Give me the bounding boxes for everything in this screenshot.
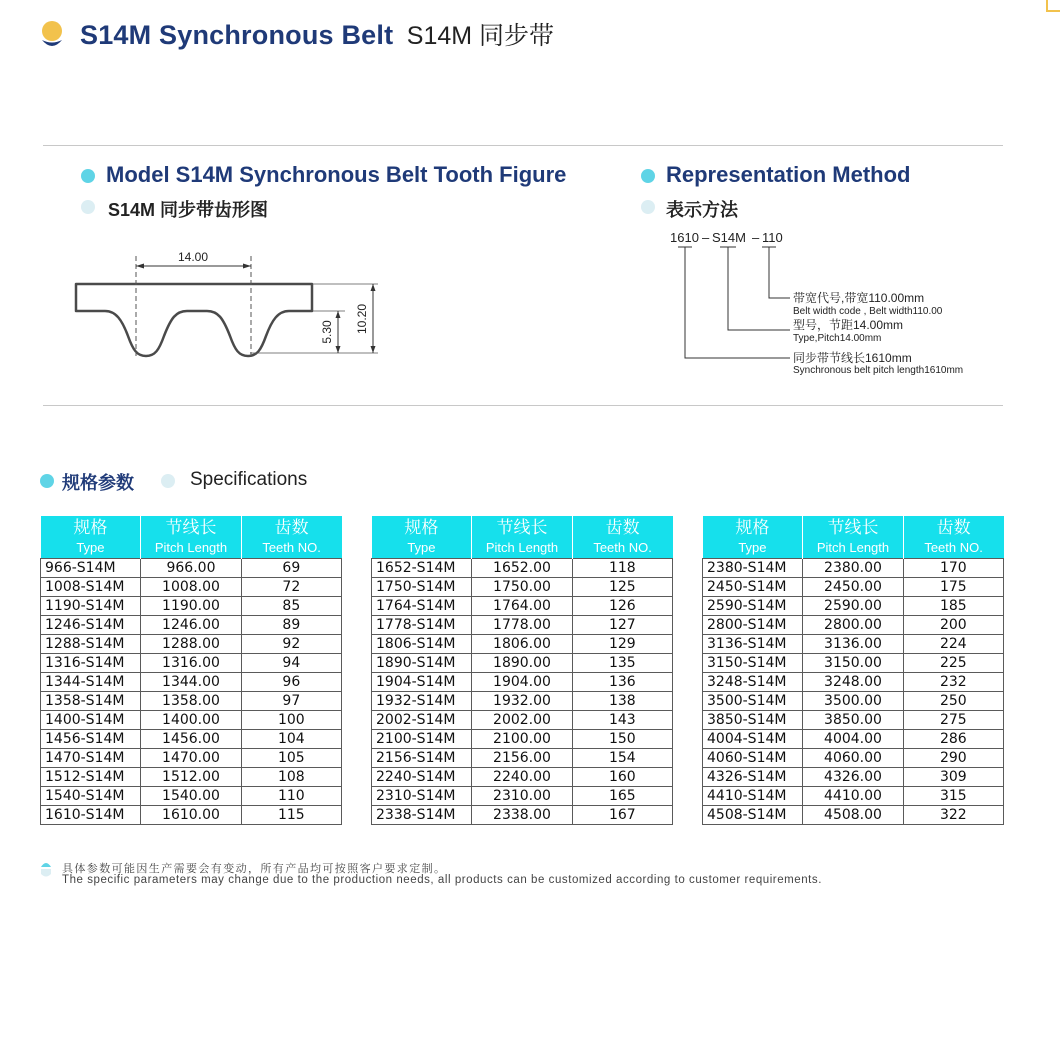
pitch-length-cell: 4326.00	[803, 768, 903, 787]
type-cell: 4004-S14M	[703, 730, 803, 749]
code-length: 1610	[670, 230, 699, 245]
belt-height-label: 10.20	[355, 303, 369, 335]
type-cell: 4326-S14M	[703, 768, 803, 787]
column-header-cn: 齿数	[274, 518, 309, 538]
representation-subtitle: 表示方法	[666, 200, 738, 220]
bullet-icon	[81, 200, 95, 214]
table-row	[703, 654, 1004, 673]
table-row	[41, 597, 342, 616]
type-cell: 2338-S14M	[372, 806, 472, 825]
table-row	[41, 692, 342, 711]
pitch-length-cell: 3150.00	[803, 654, 903, 673]
column-header-en: Type	[76, 540, 105, 555]
table-row	[372, 635, 673, 654]
teeth-cell: 105	[241, 749, 341, 768]
pitch-length-cell: 1540.00	[141, 787, 241, 806]
type-cell: 2800-S14M	[703, 616, 803, 635]
pitch-length-cell: 4508.00	[803, 806, 903, 825]
teeth-cell: 154	[572, 749, 672, 768]
teeth-cell: 200	[903, 616, 1003, 635]
teeth-cell: 322	[903, 806, 1003, 825]
column-header-cn: 规格	[73, 518, 108, 538]
pitch-length-cell: 1512.00	[141, 768, 241, 787]
table-row	[372, 787, 673, 806]
table-row	[41, 616, 342, 635]
teeth-cell: 96	[241, 673, 341, 692]
type-cell: 2310-S14M	[372, 787, 472, 806]
column-header-en: Pitch Length	[816, 540, 890, 555]
pitch-length-cell: 4004.00	[803, 730, 903, 749]
table-row	[41, 787, 342, 806]
representation-title: Representation Method	[666, 162, 911, 187]
pitch-length-cell: 4410.00	[803, 787, 903, 806]
column-header	[703, 516, 803, 559]
type-cell: 1512-S14M	[41, 768, 141, 787]
teeth-cell: 127	[572, 616, 672, 635]
table-row	[41, 635, 342, 654]
type-cell: 3136-S14M	[703, 635, 803, 654]
table-row	[703, 768, 1004, 787]
length-label-en: Synchronous belt pitch length1610mm	[793, 365, 964, 376]
page-title-cn: S14M 同步带	[406, 22, 555, 50]
pitch-length-cell: 1904.00	[472, 673, 572, 692]
pitch-length-cell: 3850.00	[803, 711, 903, 730]
teeth-cell: 89	[241, 616, 341, 635]
corner-decoration	[1046, 0, 1060, 12]
type-cell: 3248-S14M	[703, 673, 803, 692]
table-row	[703, 673, 1004, 692]
specs-title-en: Specifications	[190, 469, 308, 490]
teeth-cell: 170	[903, 559, 1003, 578]
teeth-cell: 315	[903, 787, 1003, 806]
column-header-cn: 节线长	[496, 518, 548, 538]
teeth-cell: 143	[572, 711, 672, 730]
type-cell: 1456-S14M	[41, 730, 141, 749]
table-row	[703, 806, 1004, 825]
length-label-cn: 同步带节线长1610mm	[793, 351, 912, 365]
pitch-length-cell: 3136.00	[803, 635, 903, 654]
table-row	[372, 768, 673, 787]
table-row	[703, 692, 1004, 711]
type-cell: 1470-S14M	[41, 749, 141, 768]
svg-text:–: –	[752, 230, 760, 245]
table-row	[703, 749, 1004, 768]
pitch-length-cell: 1190.00	[141, 597, 241, 616]
teeth-cell: 224	[903, 635, 1003, 654]
type-cell: 4060-S14M	[703, 749, 803, 768]
teeth-cell: 150	[572, 730, 672, 749]
table-row	[703, 559, 1004, 578]
column-header	[572, 516, 672, 559]
pitch-length-cell: 1890.00	[472, 654, 572, 673]
spec-table-1	[40, 516, 342, 825]
pitch-length-cell: 3248.00	[803, 673, 903, 692]
pitch-length-cell: 1456.00	[141, 730, 241, 749]
pitch-length-cell: 1778.00	[472, 616, 572, 635]
type-cell: 1246-S14M	[41, 616, 141, 635]
teeth-cell: 94	[241, 654, 341, 673]
table-row	[41, 559, 342, 578]
pitch-length-cell: 3500.00	[803, 692, 903, 711]
page-title	[80, 16, 554, 52]
teeth-cell: 129	[572, 635, 672, 654]
type-cell: 1904-S14M	[372, 673, 472, 692]
logo-icon	[40, 20, 64, 50]
type-cell: 3850-S14M	[703, 711, 803, 730]
page-title-en: S14M Synchronous Belt	[80, 20, 394, 50]
table-row	[703, 635, 1004, 654]
teeth-cell: 72	[241, 578, 341, 597]
type-cell: 1344-S14M	[41, 673, 141, 692]
teeth-cell: 92	[241, 635, 341, 654]
pitch-length-cell: 2310.00	[472, 787, 572, 806]
pitch-length-cell: 1288.00	[141, 635, 241, 654]
type-cell: 1764-S14M	[372, 597, 472, 616]
table-row	[41, 768, 342, 787]
table-row	[372, 616, 673, 635]
type-label-cn: 型号，节距14.00mm	[793, 318, 904, 332]
column-header-cn: 规格	[404, 518, 439, 538]
table-row	[372, 692, 673, 711]
type-cell: 1316-S14M	[41, 654, 141, 673]
pitch-length-cell: 2100.00	[472, 730, 572, 749]
teeth-cell: 126	[572, 597, 672, 616]
column-header-cn: 齿数	[605, 518, 640, 538]
type-cell: 1890-S14M	[372, 654, 472, 673]
type-cell: 2156-S14M	[372, 749, 472, 768]
teeth-cell: 175	[903, 578, 1003, 597]
teeth-cell: 100	[241, 711, 341, 730]
teeth-cell: 135	[572, 654, 672, 673]
tooth-figure-subtitle: S14M 同步带齿形图	[108, 200, 269, 220]
pitch-length-cell: 2002.00	[472, 711, 572, 730]
note-en: The specific parameters may change due to the production needs, all products can be customized according to customer requirements.	[62, 874, 822, 886]
pitch-length-cell: 2338.00	[472, 806, 572, 825]
type-cell: 2590-S14M	[703, 597, 803, 616]
pitch-length-cell: 1932.00	[472, 692, 572, 711]
pitch-length-cell: 2800.00	[803, 616, 903, 635]
type-cell: 3150-S14M	[703, 654, 803, 673]
column-header-en: Type	[407, 540, 436, 555]
type-cell: 1288-S14M	[41, 635, 141, 654]
teeth-cell: 108	[241, 768, 341, 787]
pitch-dimension-label: 14.00	[177, 250, 209, 264]
pitch-length-cell: 2156.00	[472, 749, 572, 768]
tooth-profile-drawing	[60, 240, 390, 370]
teeth-cell: 185	[903, 597, 1003, 616]
table-row	[41, 578, 342, 597]
column-header-en: Pitch Length	[485, 540, 559, 555]
column-header	[803, 516, 903, 559]
type-cell: 4508-S14M	[703, 806, 803, 825]
spec-table-2	[371, 516, 673, 825]
type-cell: 3500-S14M	[703, 692, 803, 711]
bullet-icon	[81, 169, 95, 183]
teeth-cell: 110	[241, 787, 341, 806]
representation-diagram	[660, 225, 990, 385]
table-row	[41, 673, 342, 692]
type-cell: 2450-S14M	[703, 578, 803, 597]
teeth-cell: 160	[572, 768, 672, 787]
table-row	[372, 578, 673, 597]
type-cell: 1540-S14M	[41, 787, 141, 806]
column-header-en: Teeth NO.	[593, 540, 652, 555]
type-cell: 966-S14M	[41, 559, 141, 578]
table-row	[703, 616, 1004, 635]
table-header-row	[703, 516, 1004, 559]
pitch-length-cell: 1764.00	[472, 597, 572, 616]
type-cell: 1610-S14M	[41, 806, 141, 825]
pitch-length-cell: 1358.00	[141, 692, 241, 711]
column-header-en: Type	[738, 540, 767, 555]
tooth-figure-title: Model S14M Synchronous Belt Tooth Figure	[106, 162, 567, 187]
teeth-cell: 85	[241, 597, 341, 616]
table-header-row	[41, 516, 342, 559]
column-header-en: Pitch Length	[154, 540, 228, 555]
pitch-length-cell: 2590.00	[803, 597, 903, 616]
table-row	[372, 654, 673, 673]
teeth-cell: 136	[572, 673, 672, 692]
type-cell: 1400-S14M	[41, 711, 141, 730]
table-row	[703, 787, 1004, 806]
teeth-cell: 125	[572, 578, 672, 597]
type-cell: 1806-S14M	[372, 635, 472, 654]
code-type: S14M	[712, 230, 746, 245]
type-cell: 1652-S14M	[372, 559, 472, 578]
teeth-cell: 250	[903, 692, 1003, 711]
table-row	[41, 730, 342, 749]
table-row	[703, 711, 1004, 730]
pitch-length-cell: 1806.00	[472, 635, 572, 654]
width-label-en: Belt width code , Belt width110.00	[793, 306, 943, 317]
type-cell: 1750-S14M	[372, 578, 472, 597]
teeth-cell: 290	[903, 749, 1003, 768]
type-cell: 2240-S14M	[372, 768, 472, 787]
column-header-cn: 节线长	[165, 518, 217, 538]
table-row	[703, 597, 1004, 616]
table-header-row	[372, 516, 673, 559]
table-row	[703, 578, 1004, 597]
table-row	[372, 730, 673, 749]
table-row	[372, 673, 673, 692]
teeth-cell: 97	[241, 692, 341, 711]
bullet-icon	[641, 169, 655, 183]
bullet-icon	[641, 200, 655, 214]
teeth-cell: 275	[903, 711, 1003, 730]
type-cell: 2002-S14M	[372, 711, 472, 730]
teeth-cell: 309	[903, 768, 1003, 787]
type-cell: 1932-S14M	[372, 692, 472, 711]
type-cell: 2380-S14M	[703, 559, 803, 578]
column-header-en: Teeth NO.	[262, 540, 321, 555]
teeth-cell: 118	[572, 559, 672, 578]
column-header-cn: 规格	[735, 518, 770, 538]
type-cell: 1778-S14M	[372, 616, 472, 635]
teeth-cell: 232	[903, 673, 1003, 692]
specs-title-cn: 规格参数	[62, 473, 134, 494]
table-row	[372, 559, 673, 578]
table-row	[372, 711, 673, 730]
table-row	[41, 749, 342, 768]
pitch-length-cell: 1750.00	[472, 578, 572, 597]
divider-middle	[43, 405, 1003, 406]
teeth-cell: 104	[241, 730, 341, 749]
pitch-length-cell: 1344.00	[141, 673, 241, 692]
table-row	[41, 806, 342, 825]
column-header	[903, 516, 1003, 559]
type-label-en: Type,Pitch14.00mm	[793, 333, 882, 344]
type-cell: 4410-S14M	[703, 787, 803, 806]
teeth-cell: 115	[241, 806, 341, 825]
table-row	[41, 654, 342, 673]
tooth-height-label: 5.30	[320, 320, 334, 344]
column-header-en: Teeth NO.	[924, 540, 983, 555]
pitch-length-cell: 2240.00	[472, 768, 572, 787]
svg-text:–: –	[702, 230, 710, 245]
pitch-length-cell: 966.00	[141, 559, 241, 578]
teeth-cell: 225	[903, 654, 1003, 673]
bullet-icon	[161, 474, 175, 488]
pitch-length-cell: 1400.00	[141, 711, 241, 730]
table-row	[372, 749, 673, 768]
column-header	[241, 516, 341, 559]
pitch-length-cell: 1246.00	[141, 616, 241, 635]
column-header	[472, 516, 572, 559]
table-row	[41, 711, 342, 730]
column-header-cn: 齿数	[936, 518, 971, 538]
code-width: 110	[762, 230, 783, 245]
pitch-length-cell: 1008.00	[141, 578, 241, 597]
pitch-length-cell: 1610.00	[141, 806, 241, 825]
column-header	[141, 516, 241, 559]
width-label-cn: 带宽代号,带宽110.00mm	[793, 291, 925, 305]
type-cell: 1190-S14M	[41, 597, 141, 616]
type-cell: 1358-S14M	[41, 692, 141, 711]
spec-table-3	[702, 516, 1004, 825]
column-header	[372, 516, 472, 559]
type-cell: 2100-S14M	[372, 730, 472, 749]
teeth-cell: 165	[572, 787, 672, 806]
teeth-cell: 69	[241, 559, 341, 578]
note-cn: 具体参数可能因生产需要会有变动，所有产品均可按照客户要求定制。	[62, 862, 447, 875]
teeth-cell: 167	[572, 806, 672, 825]
pitch-length-cell: 2380.00	[803, 559, 903, 578]
note-drop-icon	[40, 860, 52, 878]
column-header	[41, 516, 141, 559]
divider-top	[43, 145, 1003, 146]
table-row	[372, 597, 673, 616]
table-row	[372, 806, 673, 825]
pitch-length-cell: 4060.00	[803, 749, 903, 768]
pitch-length-cell: 1470.00	[141, 749, 241, 768]
type-cell: 1008-S14M	[41, 578, 141, 597]
pitch-length-cell: 1316.00	[141, 654, 241, 673]
table-row	[703, 730, 1004, 749]
teeth-cell: 138	[572, 692, 672, 711]
teeth-cell: 286	[903, 730, 1003, 749]
pitch-length-cell: 1652.00	[472, 559, 572, 578]
column-header-cn: 节线长	[827, 518, 879, 538]
bullet-icon	[40, 474, 54, 488]
pitch-length-cell: 2450.00	[803, 578, 903, 597]
